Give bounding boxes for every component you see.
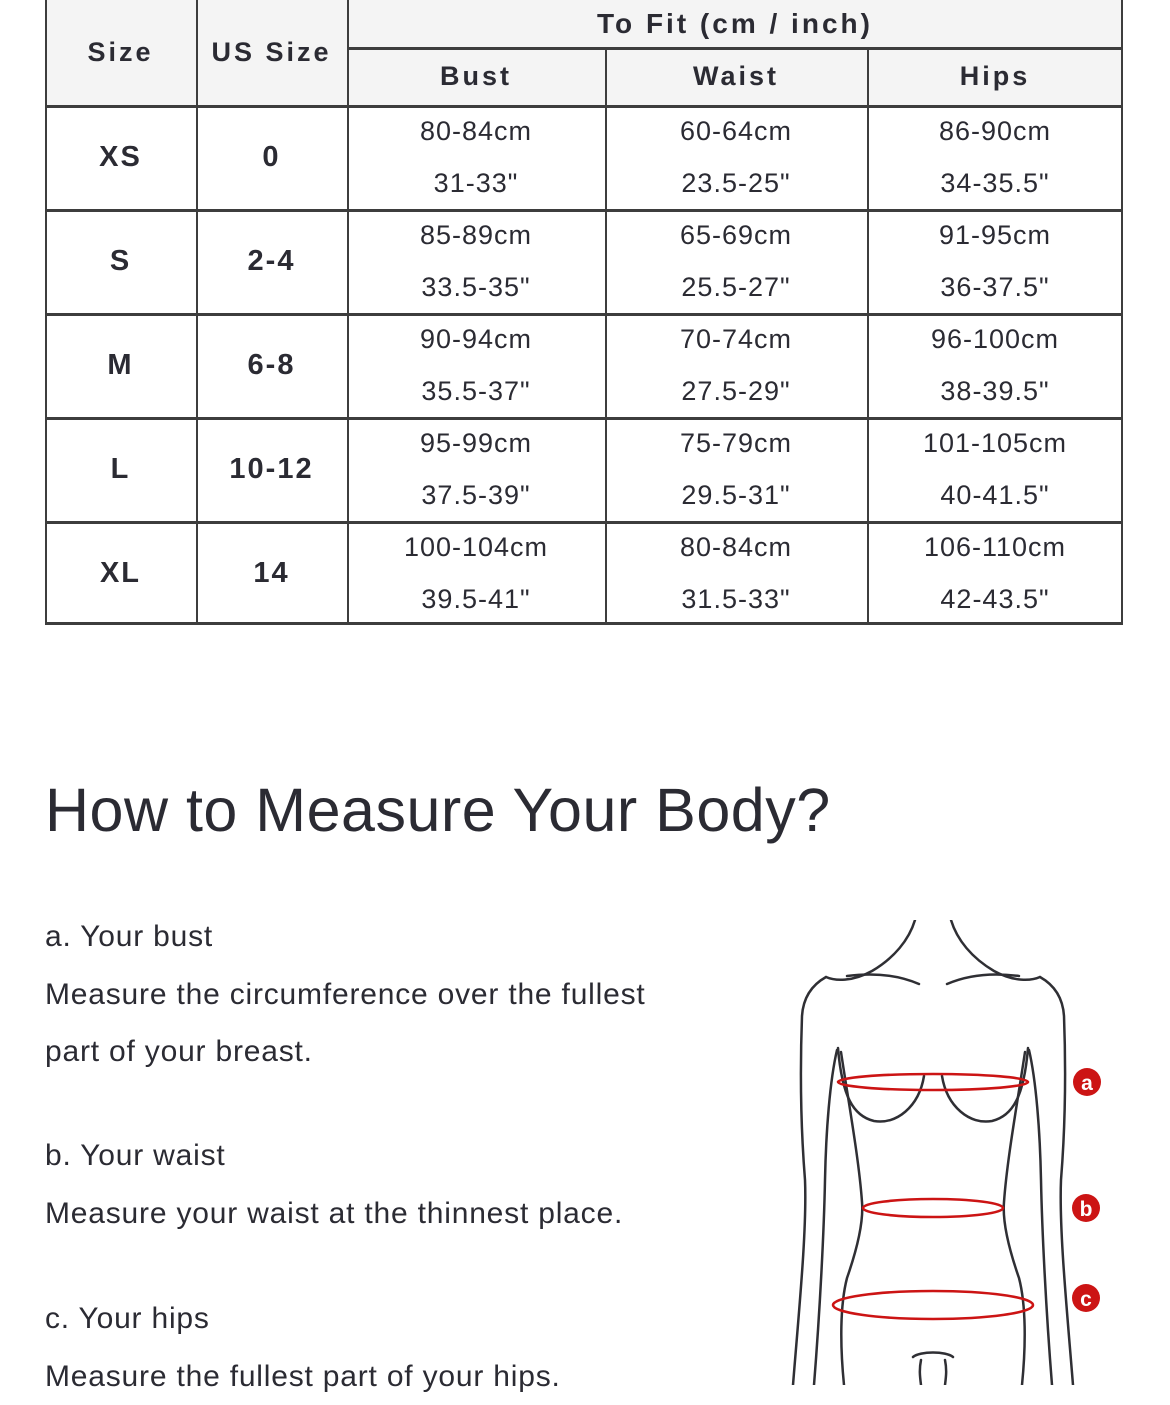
hips-inch-cell: 34-35.5" [867,157,1123,209]
clavicle-left-line [847,975,919,984]
section-line: Measure the fullest part of your hips. [45,1348,790,1405]
bust-inch-cell: 31-33" [347,157,605,209]
bust-cm-cell: 100-104cm [347,521,605,573]
waist-inch-cell: 23.5-25" [605,157,867,209]
bust-measure-line [838,1074,1028,1090]
table-row [45,209,1123,313]
waist-inch-cell: 25.5-27" [605,261,867,313]
table-gridline [45,417,1123,420]
waist-inch-cell: 29.5-31" [605,469,867,521]
bust-cm-cell: 80-84cm [347,105,605,157]
size-cell: XS [45,105,196,209]
table-gridline [45,209,1123,212]
table-row [45,313,1123,417]
bust-inch-cell: 39.5-41" [347,573,605,625]
bust-inch-cell: 35.5-37" [347,365,605,417]
section-heading: c. Your hips [45,1290,790,1348]
arm-outer-right-line [1040,977,1073,1385]
table-gridline [45,313,1123,316]
hips-inch-cell: 36-37.5" [867,261,1123,313]
table-gridline [45,521,1123,524]
waist-cm-cell: 80-84cm [605,521,867,573]
hips-inch-cell: 40-41.5" [867,469,1123,521]
hips-cm-cell: 86-90cm [867,105,1123,157]
section-line: part of your breast. [45,1023,790,1081]
section-heading: b. Your waist [45,1127,790,1185]
us-size-cell: 0 [196,105,347,209]
badge-a-label: a [1081,1072,1093,1095]
bust-cm-cell: 85-89cm [347,209,605,261]
size-cell: L [45,417,196,521]
size-cell: S [45,209,196,313]
hips-inch-cell: 42-43.5" [867,573,1123,625]
body-outline [793,920,1073,1385]
bust-inch-cell: 33.5-35" [347,261,605,313]
hips-cm-cell: 96-100cm [867,313,1123,365]
arm-inner-left-line [814,1050,837,1385]
bust-cm-cell: 90-94cm [347,313,605,365]
column-header-size: Size [45,0,196,113]
section-line: Measure your waist at the thinnest place. [45,1185,790,1243]
table-gridline [45,105,1123,108]
hips-cm-cell: 91-95cm [867,209,1123,261]
column-header-hips: Hips [867,47,1123,107]
badge-b [1072,1194,1100,1222]
waist-cm-cell: 60-64cm [605,105,867,157]
waist-inch-cell: 27.5-29" [605,365,867,417]
table-gridline [867,47,869,625]
waist-cm-cell: 70-74cm [605,313,867,365]
bust-cm-cell: 95-99cm [347,417,605,469]
measure-section-bust [45,908,790,1081]
us-size-cell: 2-4 [196,209,347,313]
neck-left-line [826,920,915,980]
table-row [45,417,1123,521]
badge-a [1073,1068,1101,1096]
us-size-cell: 10-12 [196,417,347,521]
column-header-us-size: US Size [196,0,347,113]
arm-outer-left-line [793,977,826,1385]
clavicle-right-line [947,975,1019,984]
us-size-cell: 6-8 [196,313,347,417]
table-gridline [347,47,1123,50]
us-size-cell: 14 [196,521,347,625]
neck-right-line [951,920,1040,980]
waist-inch-cell: 31.5-33" [605,573,867,625]
table-row [45,521,1123,625]
badge-c [1072,1284,1100,1312]
size-chart-table [45,0,1123,625]
hips-cm-cell: 106-110cm [867,521,1123,573]
table-row [45,105,1123,209]
page-title: How to Measure Your Body? [45,775,831,845]
column-header-waist: Waist [605,47,867,107]
arm-inner-right-line [1029,1050,1052,1385]
hips-inch-cell: 38-39.5" [867,365,1123,417]
measure-section-hips [45,1290,790,1405]
section-heading: a. Your bust [45,908,790,966]
body-measurement-illustration [780,920,1105,1385]
hips-cm-cell: 101-105cm [867,417,1123,469]
section-line: Measure the circumference over the fullest [45,966,790,1024]
bust-inch-cell: 37.5-39" [347,469,605,521]
column-header-bust: Bust [347,47,605,107]
waist-cm-cell: 65-69cm [605,209,867,261]
table-gridline [605,47,607,625]
badge-c-label: c [1080,1288,1092,1311]
column-header-to-fit: To Fit (cm / inch) [347,0,1123,53]
measure-section-waist [45,1127,790,1242]
size-cell: XL [45,521,196,625]
table-gridline [45,622,1123,625]
waist-cm-cell: 75-79cm [605,417,867,469]
crotch-line [913,1353,953,1386]
size-cell: M [45,313,196,417]
waist-measure-line [863,1199,1003,1217]
badge-b-label: b [1080,1198,1093,1221]
hips-measure-line [833,1291,1033,1319]
